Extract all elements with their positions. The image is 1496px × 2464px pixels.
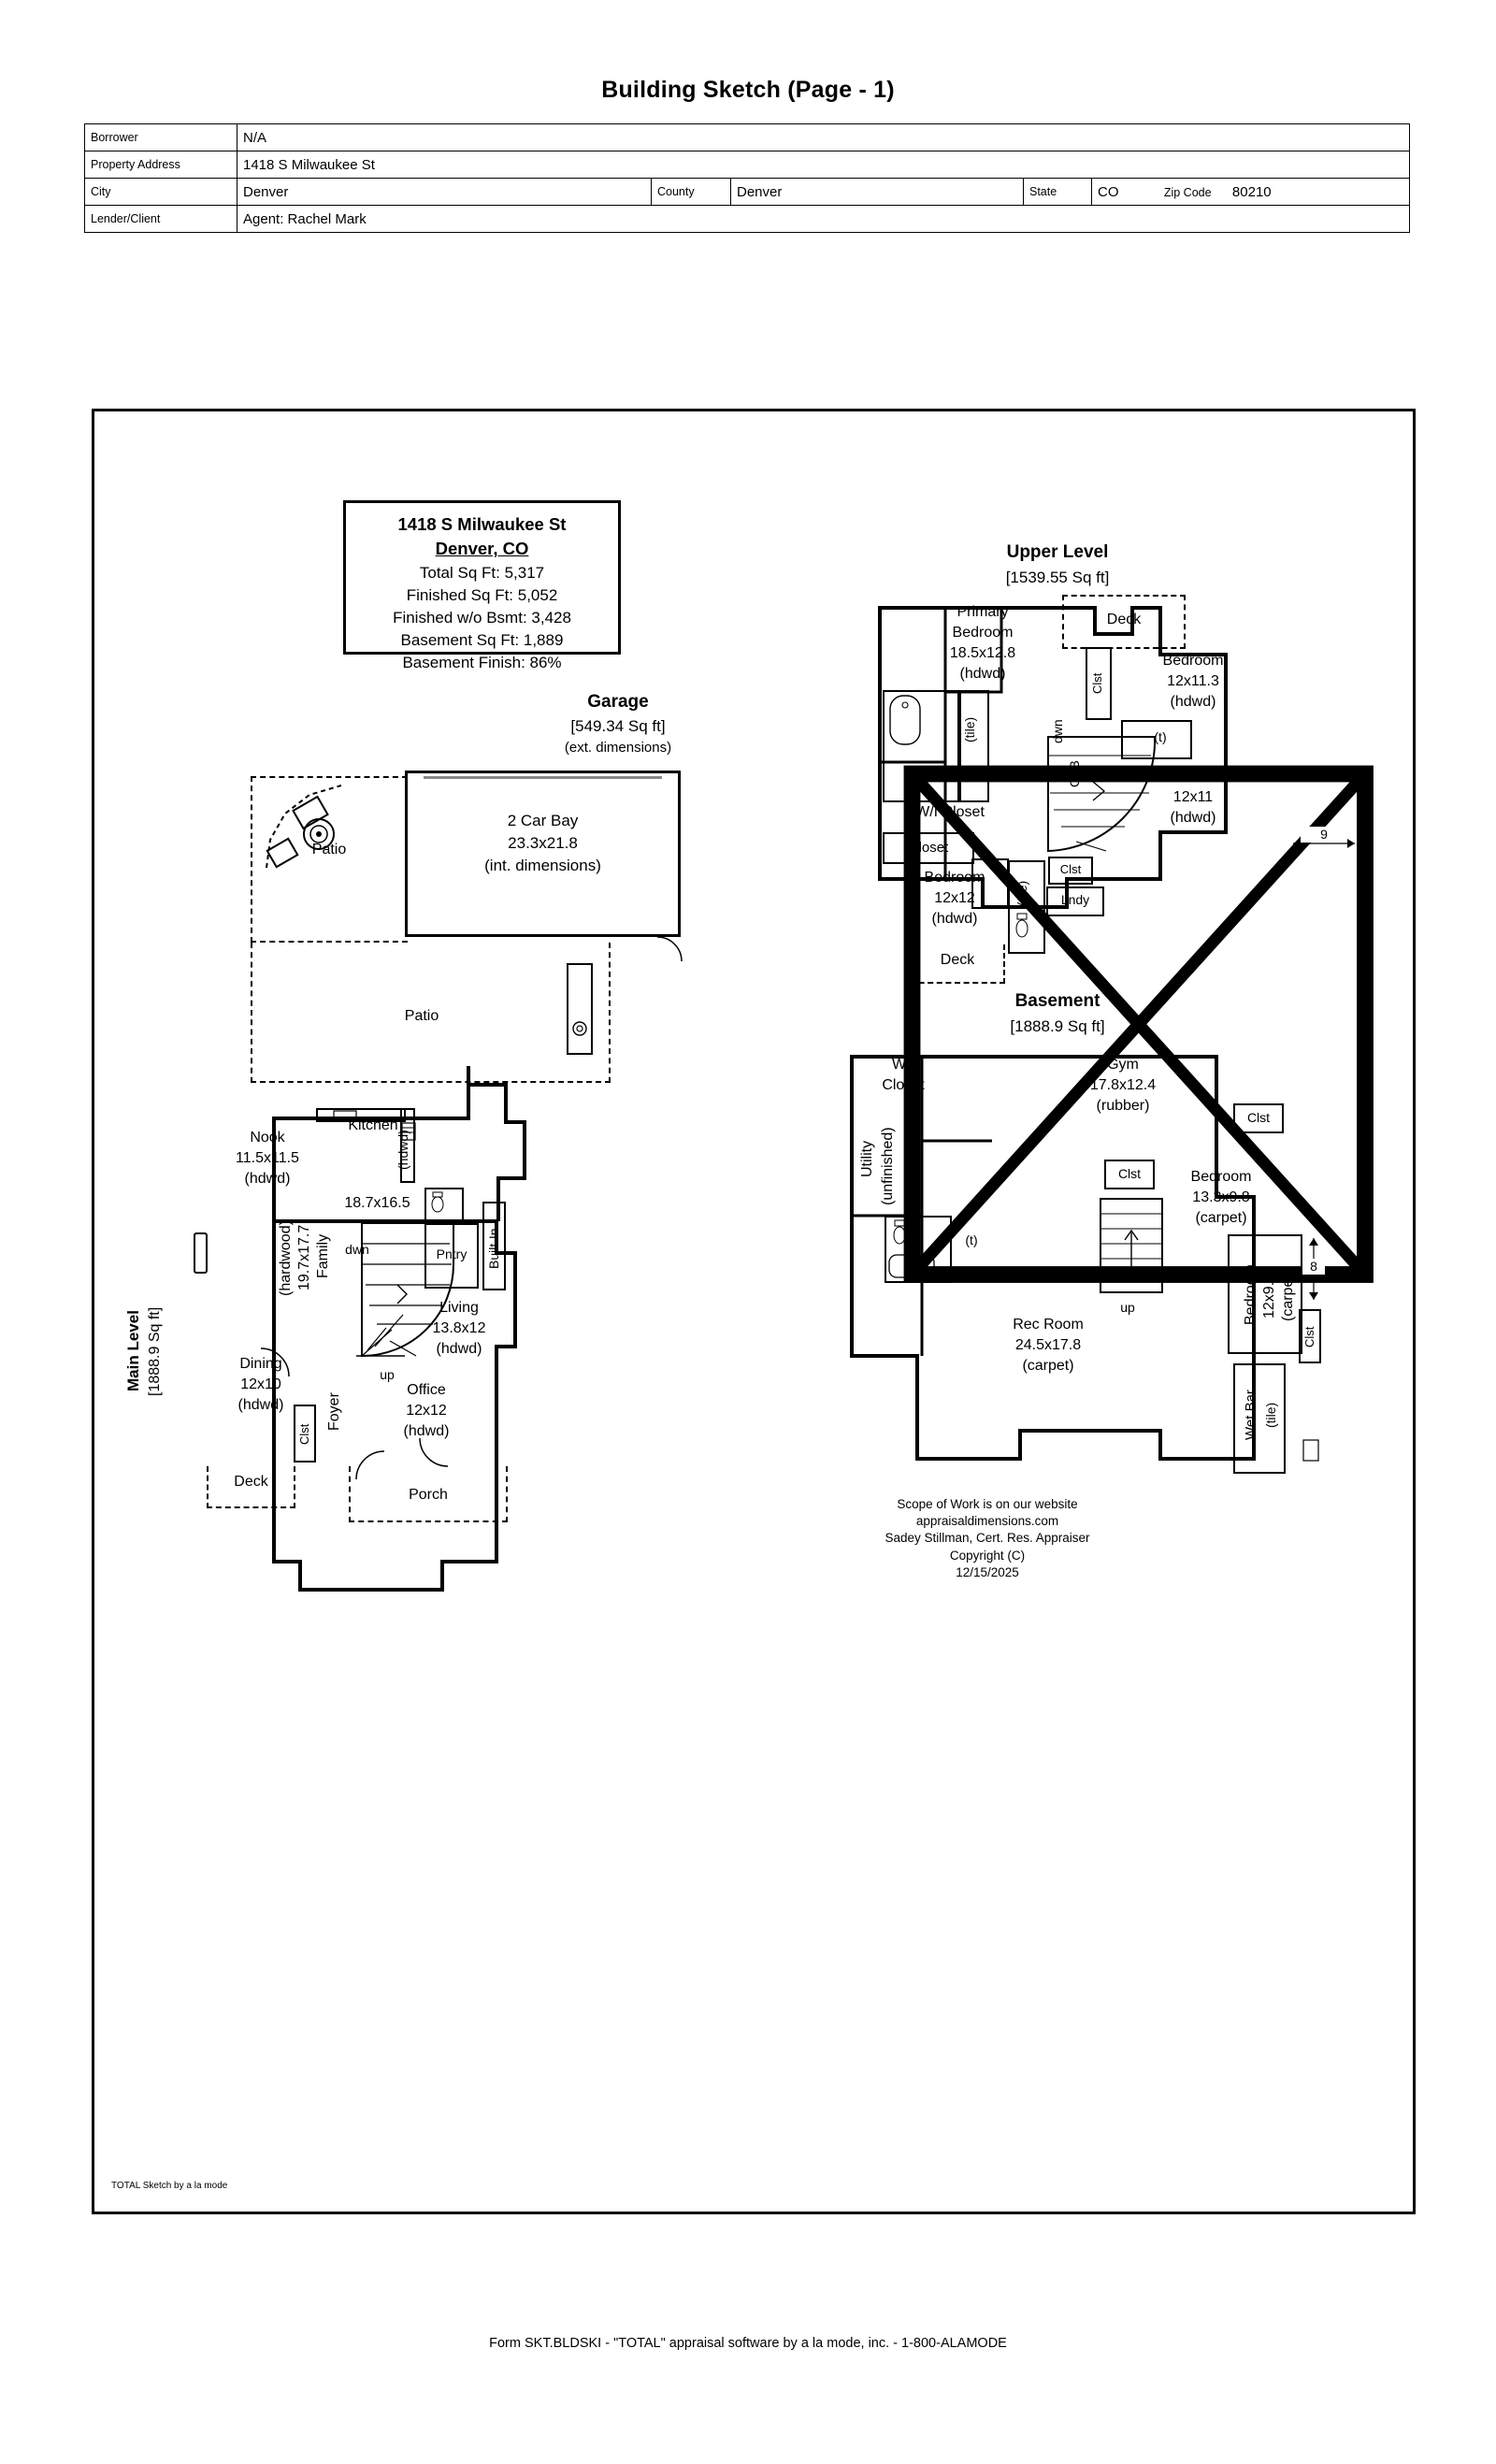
foyer-label: Foyer: [326, 1392, 342, 1432]
office-label: Office: [407, 1382, 446, 1398]
garage-bay-room: [405, 771, 681, 937]
bedroom4-finish: (hdwd): [931, 911, 978, 927]
summary-basement-finish: Basement Finish: 86%: [402, 654, 562, 672]
basement-stair-up-label: up: [1120, 1300, 1135, 1315]
borrower-value: N/A: [237, 124, 1410, 151]
state-value: CO: [1098, 183, 1119, 200]
upper-stair-down-label: dwn: [1050, 719, 1065, 743]
city-label: City: [85, 179, 237, 206]
living-dims: 13.8x12: [432, 1320, 486, 1336]
bedroom3-finish: (hdwd): [1170, 810, 1216, 826]
family-label: Family: [315, 1233, 331, 1278]
dining-finish: (hdwd): [237, 1397, 284, 1413]
upper-dimension-9: 9: [1301, 827, 1347, 843]
state-label: State: [1024, 179, 1092, 206]
property-summary-box: [343, 500, 621, 672]
nook-dims: 11.5x11.5: [236, 1150, 299, 1166]
scope-line1: Scope of Work is on our website: [897, 1497, 1078, 1511]
bedroom2-finish: (hdwd): [1170, 694, 1216, 710]
hall-linen: [971, 858, 1009, 909]
living-label: Living: [439, 1300, 479, 1316]
door-swing-icon: [259, 1347, 296, 1384]
garage-bay-label: 2 Car Bay: [507, 812, 579, 829]
kitchen-dims: 18.7x16.5: [344, 1195, 410, 1211]
wi-closet-label: W/I Closet: [915, 804, 985, 820]
basement-area: [1888.9 Sq ft]: [1010, 1017, 1105, 1035]
toilet-icon: [429, 1191, 446, 1216]
built-in-label: Built-In: [486, 1228, 501, 1269]
summary-finished-sqft: Finished Sq Ft: 5,052: [406, 585, 558, 604]
family-dims: 19.7x17.7: [296, 1224, 312, 1290]
pantry-label: Pntry: [436, 1246, 468, 1261]
gym-finish: (rubber): [1096, 1098, 1150, 1114]
rec-room-dims: 24.5x17.8: [1014, 1337, 1082, 1353]
foyer-closet-label: Clst: [297, 1423, 311, 1446]
main-stair-down-label: dwn: [345, 1242, 369, 1257]
patio-walk-icon: [252, 765, 401, 877]
address-label: Property Address: [85, 151, 237, 179]
lender-label: Lender/Client: [85, 206, 237, 233]
basement-utility-label: Utility: [859, 1140, 875, 1177]
bedroom2-dims: 12x11.3: [1167, 673, 1219, 689]
county-label: County: [652, 179, 731, 206]
fireplace-icon: [194, 1232, 208, 1274]
garage-note: (ext. dimensions): [564, 740, 672, 756]
dining-dims: 12x10: [240, 1376, 281, 1392]
basement-closet-1-label: Clst: [1246, 1110, 1271, 1125]
property-info-table: [84, 123, 1410, 233]
table-row: [85, 179, 1410, 206]
form-footer: Form SKT.BLDSKI - "TOTAL" appraisal software by a la mode, inc. - 1-800-ALAMODE: [489, 2336, 1007, 2351]
upper-level-area: [1539.55 Sq ft]: [1005, 569, 1110, 586]
primary-bedroom-finish: (hdwd): [959, 666, 1006, 682]
door-swing-icon: [354, 1444, 392, 1481]
bedroom3-label: Bedroom: [1162, 769, 1224, 785]
bar-sink-icon: [1301, 1436, 1321, 1464]
sink-icon: [333, 1109, 357, 1122]
primary-bath-vanity: [959, 690, 989, 802]
bedroom3-dims: 12x11: [1172, 789, 1214, 805]
gym-label: Gym: [1107, 1057, 1139, 1073]
gym-dims: 17.8x12.4: [1089, 1077, 1157, 1093]
basement-bedroom2-finish: (carpet): [1280, 1269, 1296, 1321]
patio-lower-label: Patio: [404, 1008, 439, 1024]
borrower-label: Borrower: [85, 124, 237, 151]
door-swing-icon: [418, 1436, 455, 1474]
basement-closet-2-label: Clst: [1117, 1166, 1142, 1181]
scope-line5: 12/15/2025: [956, 1564, 1019, 1579]
basement-heading: Basement: [1014, 991, 1100, 1011]
sketch-watermark: TOTAL Sketch by a la mode: [111, 2181, 228, 2191]
scope-line2: appraisaldimensions.com: [915, 1514, 1059, 1529]
bedroom2-label: Bedroom: [1162, 653, 1224, 669]
toilet-icon: [1013, 913, 1031, 941]
garage-heading: Garage: [587, 692, 649, 712]
table-row: [85, 124, 1410, 151]
porch-label: Porch: [409, 1487, 448, 1503]
nook-label: Nook: [250, 1130, 285, 1146]
upper-stair-otb-label: OTB: [1067, 760, 1082, 788]
scope-line4: Copyright (C): [949, 1548, 1026, 1563]
main-level-heading: Main Level: [124, 1310, 142, 1392]
upper-deck-bottom-label: Deck: [940, 952, 975, 968]
basement-bedroom1-dims: 13.3x9.8: [1192, 1189, 1250, 1205]
lender-value: Agent: Rachel Mark: [237, 206, 1410, 233]
upper-bath-small-finish: (t): [1154, 729, 1167, 744]
bathtub-icon: [888, 694, 922, 746]
door-swing-icon: [655, 935, 693, 973]
main-deck-label: Deck: [234, 1474, 268, 1490]
address-value: 1418 S Milwaukee St: [237, 151, 1410, 179]
basement-bedroom2-dims: 12x9.8: [1261, 1273, 1277, 1318]
basement-wi-closet-label2: Closet: [882, 1077, 925, 1093]
office-finish: (hdwd): [403, 1423, 450, 1439]
upper-closet-3-label: Clst: [1090, 672, 1104, 695]
upper-closet-2-label: Clst: [1059, 862, 1082, 876]
basement-dimension-8: 8: [1302, 1259, 1325, 1275]
hall-bath-finish: (tile): [1014, 880, 1029, 906]
family-finish: (hardwood): [278, 1220, 294, 1296]
summary-total-sqft: Total Sq Ft: 5,317: [419, 563, 545, 582]
city-value: Denver: [237, 179, 652, 206]
bedroom4-dims: 12x12: [934, 890, 975, 906]
summary-basement-sqft: Basement Sq Ft: 1,889: [400, 630, 564, 649]
zip-label: Zip Code: [1163, 185, 1212, 199]
primary-bath-finish: (tile): [962, 716, 977, 742]
wet-bar-label: Wet Bar: [1243, 1390, 1259, 1440]
page-title: Building Sketch (Page - 1): [601, 77, 895, 103]
basement-bedroom1-finish: (carpet): [1195, 1210, 1247, 1226]
living-finish: (hdwd): [436, 1341, 482, 1357]
kitchen-finish: (hdwd): [396, 1130, 410, 1171]
wet-bar-finish: (tile): [1263, 1402, 1278, 1428]
county-value: Denver: [731, 179, 1024, 206]
basement-stair-icon: [1097, 1195, 1166, 1298]
table-row: [85, 151, 1410, 179]
patio-fixture-icon: [569, 1010, 590, 1047]
patio-upper-label: Patio: [311, 842, 347, 857]
upper-closet-label: Closet: [908, 840, 949, 856]
office-dims: 12x12: [406, 1403, 447, 1419]
basement-bedroom2-label: Bedroom: [1243, 1264, 1259, 1326]
scope-line3: Sadey Stillman, Cert. Res. Appraiser: [885, 1531, 1090, 1546]
state-zip-cell: [1092, 179, 1410, 206]
garage-bay-note: (int. dimensions): [484, 857, 601, 874]
summary-finished-wo-bsmt: Finished w/o Bsmt: 3,428: [393, 608, 571, 627]
basement-bedroom1-label: Bedroom: [1190, 1169, 1252, 1185]
nook-finish: (hdwd): [244, 1171, 291, 1187]
zip-value: 80210: [1231, 183, 1272, 200]
primary-bedroom-label1: Primary: [957, 604, 1009, 620]
kitchen-label: Kitchen: [348, 1117, 398, 1133]
dining-label: Dining: [239, 1356, 282, 1372]
table-row: [85, 206, 1410, 233]
basement-utility-note: (unfinished): [880, 1127, 896, 1205]
kitchen-counter-side: [400, 1108, 415, 1183]
range-icon: [401, 1122, 416, 1141]
scope-of-work: [786, 1496, 1188, 1581]
sketch-canvas: [92, 409, 1416, 2214]
upper-deck-label: Deck: [1106, 612, 1142, 627]
laundry-label: Lndy: [1060, 892, 1090, 907]
upper-level-heading: Upper Level: [1006, 542, 1109, 562]
kitchen-counter: [316, 1108, 406, 1122]
rec-room-finish: (carpet): [1022, 1358, 1074, 1374]
basement-bath-finish: (t): [965, 1232, 978, 1247]
bedroom4-label: Bedroom: [924, 870, 985, 886]
toilet-icon: [889, 1219, 910, 1247]
primary-bedroom-label2: Bedroom: [952, 625, 1014, 641]
bathtub-icon: [887, 1253, 936, 1279]
main-level-area: [1888.9 Sq ft]: [147, 1306, 163, 1396]
summary-address-line1: 1418 S Milwaukee St: [397, 514, 567, 534]
basement-closet-3-label: Clst: [1302, 1326, 1316, 1348]
garage-area: [549.34 Sq ft]: [570, 717, 666, 735]
primary-bedroom-dims: 18.5x12.8: [949, 645, 1016, 661]
rec-room-label: Rec Room: [1013, 1317, 1084, 1333]
summary-address-line2: Denver, CO: [435, 539, 529, 559]
main-stair-up-label: up: [380, 1367, 395, 1382]
basement-wi-closet-label1: W/I: [892, 1057, 914, 1073]
garage-bay-dims: 23.3x21.8: [508, 834, 578, 852]
